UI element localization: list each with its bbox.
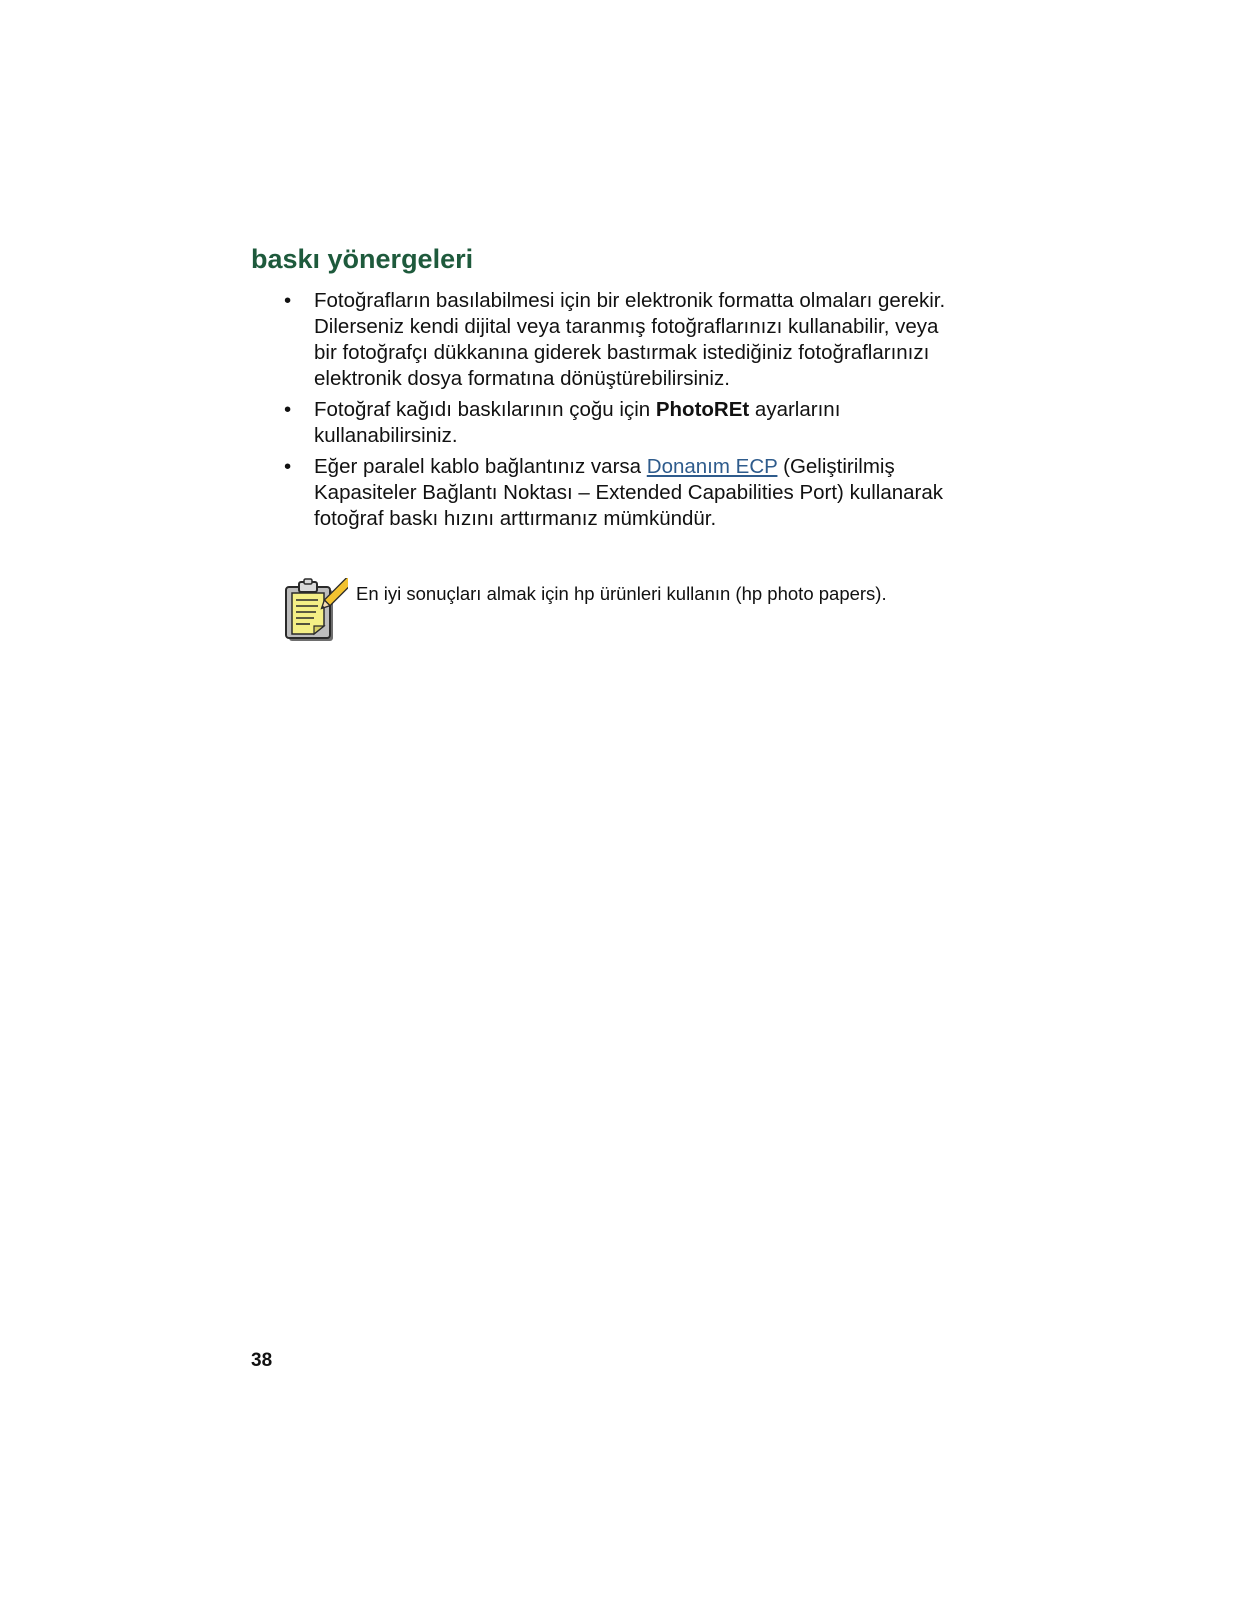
list-item: [284, 454, 964, 532]
list-item-text: [314, 397, 964, 449]
list-item-text-start: Fotoğraf kağıdı baskılarının çoğu için: [314, 398, 656, 421]
clipboard-pencil-icon: [284, 578, 348, 644]
list-item-text: [314, 454, 964, 532]
list-item-text-end: (Geliştirilmiş Kapasiteler Bağlantı Noktası – Extended Capabilities Port) kullanarak fotoğraf baskı hızını arttırmanız mümkündür.: [314, 455, 944, 530]
bullet-mark: •: [284, 455, 292, 478]
list-item-text-end: ayarlarını kullanabilirsiniz.: [314, 398, 841, 447]
list-item: [284, 397, 964, 449]
guideline-list: [284, 288, 964, 537]
photoret-term: PhotoREt: [655, 398, 750, 421]
note-text: En iyi sonuçları almak için hp ürünleri kullanın (hp photo papers).: [356, 583, 887, 604]
list-item: [284, 288, 964, 392]
bullet-mark: •: [284, 289, 292, 312]
list-item-text: Fotoğrafların basılabilmesi için bir elektronik formatta olmaları gerekir. Dilerseniz kendi dijital veya taranmış fotoğraflarınızı kullanabilir, veya bir fotoğrafçı dükkanına giderek bastırmak istediğiniz fotoğraflarınızı elektronik dosya formatına dönüştürebilirsiniz.: [314, 289, 946, 390]
note-box: [284, 578, 984, 648]
bullet-mark: •: [284, 398, 292, 421]
hardware-ecp-link[interactable]: Donanım ECP: [646, 455, 778, 478]
list-item-text-start: Eğer paralel kablo bağlantınız varsa: [314, 455, 647, 478]
section-title: baskı yönergeleri: [251, 244, 474, 274]
page-number: 38: [251, 1350, 273, 1371]
